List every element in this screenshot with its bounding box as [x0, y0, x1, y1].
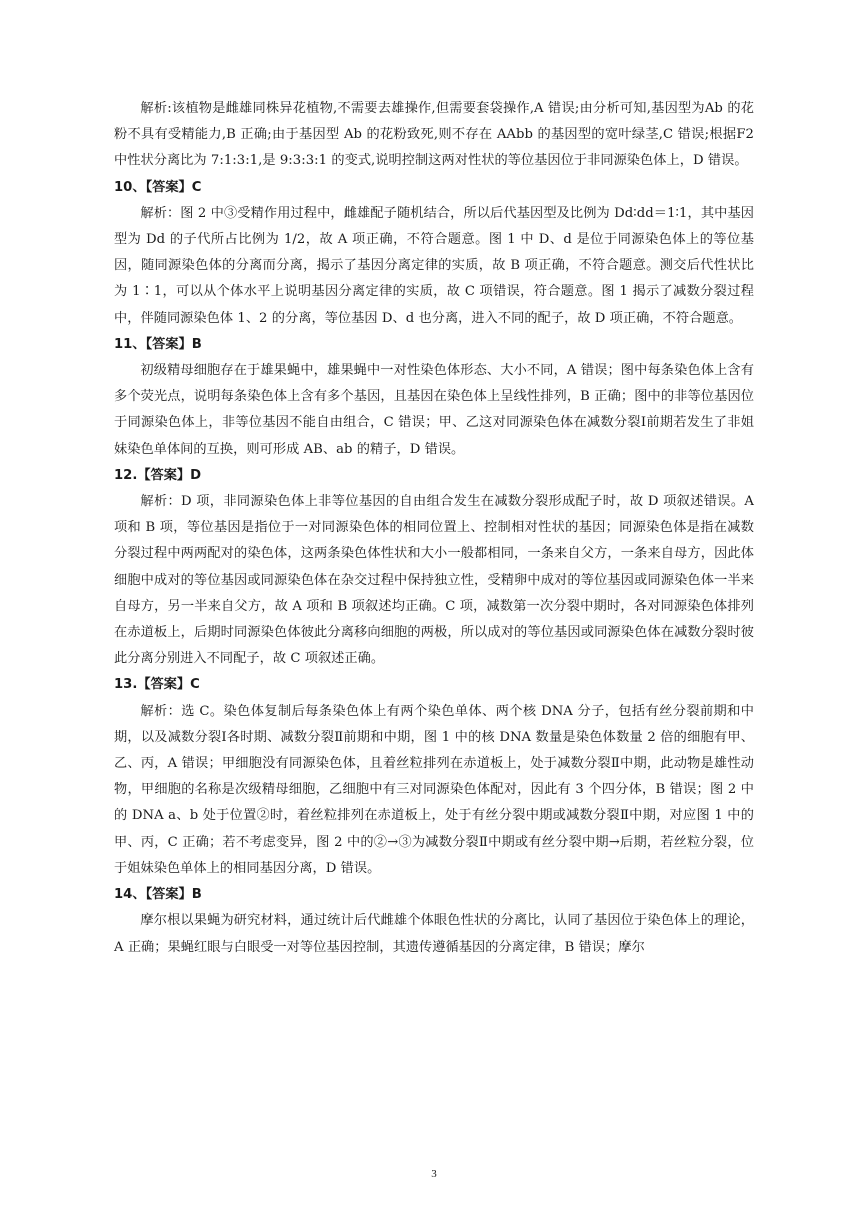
explanation-12: 解析：D 项，非同源染色体上非等位基因的自由组合发生在减数分裂形成配子时，故 D 项叙述错误。A 项和 B 项，等位基因是指位于一对同源染色体的相同位置上、控制相对性状的基因；同源染色体是指在减数分裂过程中两两配对的染色体，这两条染色体性状和大小一般都相同，一条来自父方，一条来自母方，因此体细胞中成对的等位基因或同源染色体在杂交过程中保持独立性，受精卵中成对的等位基因或同源染色体一半来自母方，另一半来自父方，故 A 项和 B 项叙述均正确。C 项，减数第一次分裂中期时，各对同源染色体排列在赤道板上，后期时同源染色体彼此分离移向细胞的两极，所以成对的等位基因或同源染色体在减数分裂时彼此分离分别进入不同配子，故 C 项叙述正确。: [114, 494, 754, 667]
answer-heading-12: 12.【答案】D: [114, 467, 202, 483]
explanation-14: 摩尔根以果蝇为研究材料，通过统计后代雌雄个体眼色性状的分离比，认同了基因位于染色体上的理论，A 正确；果蝇红眼与白眼受一对等位基因控制，其遗传遵循基因的分离定律，B 错误；摩尔: [114, 913, 754, 955]
page-number: 3: [431, 1168, 437, 1180]
explanation-9: 解析:该植物是雌雄同株异花植物,不需要去雄操作,但需要套袋操作,A 错误;由分析可知,基因型为Ab 的花粉不具有受精能力,B 正确;由于基因型 Ab 的花粉致死,则不存在 AAbb 的基因型的宽叶绿茎,C 错误;根据F2 中性状分离比为 7:1:3:1,是 9:3:3:1 的变式,说明控制这两对性状的等位基因位于非同源染色体上，D 错误。: [114, 101, 754, 169]
answer-heading-13: 13.【答案】C: [114, 677, 200, 693]
explanation-11: 初级精母细胞存在于雄果蝇中，雄果蝇中一对性染色体形态、大小不同，A 错误；图中每条染色体上含有多个荧光点，说明每条染色体上含有多个基因，且基因在染色体上呈线性排列，B 正确；图中的非等位基因位于同源染色体上，非等位基因不能自由组合，C 错误；甲、乙这对同源染色体在减数分裂Ⅰ前期若发生了非姐妹染色单体间的互换，则可形成 AB、ab 的精子，D 错误。: [114, 363, 754, 457]
answer-heading-11: 11、【答案】B: [114, 336, 202, 352]
answer-explanations: [114, 96, 754, 961]
explanation-13: 解析：选 C。染色体复制后每条染色体上有两个染色单体、两个核 DNA 分子，包括有丝分裂前期和中期，以及减数分裂Ⅰ各时期、减数分裂Ⅱ前期和中期，图 1 中的核 DNA 数量是染色体数量 2 倍的细胞有甲、乙、丙，A 错误；甲细胞没有同源染色体，且着丝粒排列在赤道板上，处于减数分裂Ⅱ中期，此动物是雄性动物，甲细胞的名称是次级精母细胞，乙细胞中有三对同源染色体配对，因此有 3 个四分体，B 错误；图 2 中的 DNA a、b 处于位置②时，着丝粒排列在赤道板上，处于有丝分裂中期或减数分裂Ⅱ中期，对应图 1 中的甲、丙，C 正确；若不考虑变异，图 2 中的②→③为减数分裂Ⅱ中期或有丝分裂中期→后期，若丝粒分裂，位于姐妹染色单体上的相同基因分离，D 错误。: [114, 703, 754, 876]
answer-heading-10: 10、【答案】C: [114, 179, 202, 195]
answer-heading-14: 14、【答案】B: [114, 887, 202, 903]
explanation-10: 解析：图 2 中③受精作用过程中，雌雄配子随机结合，所以后代基因型及比例为 Dd∶dd＝1∶1，其中基因型为 Dd 的子代所占比例为 1/2，故 A 项正确，不符合题意。图 1 中 D、d 是位于同源染色体上的等位基因，随同源染色体的分离而分离，揭示了基因分离定律的实质，故 B 项正确，不符合题意。测交后代性状比为 1∶1，可以从个体水平上说明基因分离定律的实质，故 C 项错误，符合题意。图 1 揭示了减数分裂过程中，伴随同源染色体 1、2 的分离，等位基因 D、d 也分离，进入不同的配子，故 D 项正确，不符合题意。: [114, 205, 754, 326]
